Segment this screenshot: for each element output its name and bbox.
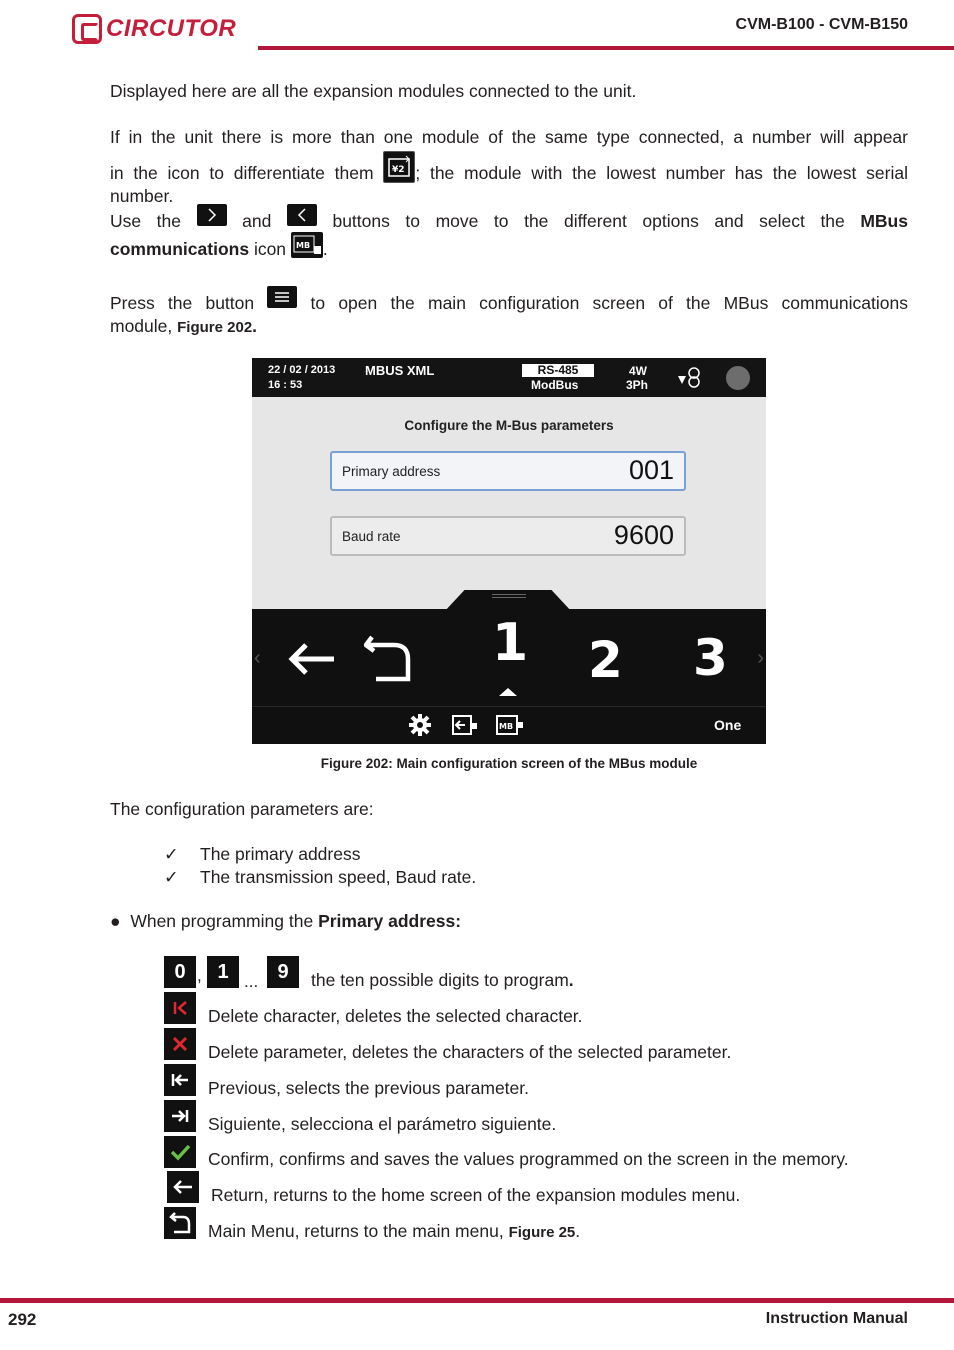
return-arrow-key-icon bbox=[167, 1171, 199, 1203]
intro-paragraph: Displayed here are all the expansion modules connected to the unit. bbox=[110, 81, 637, 101]
check-item-2: ✓ The transmission speed, Baud rate. bbox=[164, 867, 477, 887]
footer-rule bbox=[0, 1298, 954, 1303]
page-number: 292 bbox=[8, 1310, 37, 1329]
paragraph-2-line-1: If in the unit there is more than one module of the same type connected, a number will appear bbox=[110, 127, 908, 147]
paragraph-2-line-2: in the icon to differentiate them ¥2 ; the module with the lowest number has the lowest serial bbox=[110, 162, 908, 185]
baud-rate-value: 9600 bbox=[613, 520, 674, 550]
next-parameter-text: Siguiente, selecciona el parámetro siguiente. bbox=[208, 1114, 557, 1134]
primary-address-value: 001 bbox=[628, 455, 674, 485]
paragraph-3-line-1: Use the and buttons to move to the different options and select the MBus bbox=[110, 210, 908, 233]
next-button-icon bbox=[197, 204, 227, 226]
figure-caption: Figure 202: Main configuration screen of the MBus module bbox=[320, 756, 698, 771]
status-indicator bbox=[726, 366, 750, 390]
screen-date: 22 / 02 / 2013 bbox=[268, 364, 336, 376]
svg-text:¥2: ¥2 bbox=[392, 165, 405, 176]
screen-status-bar bbox=[252, 358, 766, 397]
up-caret-icon[interactable] bbox=[499, 688, 517, 696]
mbus-communications-icon bbox=[291, 232, 323, 258]
screen-phase: 3Ph bbox=[626, 378, 649, 392]
baud-rate-field[interactable] bbox=[330, 516, 686, 556]
next-parameter-icon bbox=[164, 1100, 196, 1132]
expansion-module-icon[interactable] bbox=[451, 713, 479, 742]
paragraph-3-line-2: communications icon MB . bbox=[110, 238, 908, 261]
previous-button-icon bbox=[287, 204, 317, 226]
screen-wire: 4W bbox=[629, 364, 647, 378]
rs485-badge: RS-485 bbox=[522, 364, 594, 377]
brand-name: CIRCUTOR bbox=[106, 15, 237, 42]
return-arrow-icon[interactable] bbox=[286, 637, 338, 686]
svg-text:MB: MB bbox=[499, 722, 514, 731]
baud-rate-label: Baud rate bbox=[342, 529, 401, 544]
mbus-module-icon[interactable] bbox=[495, 713, 525, 742]
language-label[interactable]: One bbox=[714, 717, 742, 733]
figure-reference: Figure 202 bbox=[177, 319, 253, 336]
model-title: CVM-B100 - CVM-B150 bbox=[735, 16, 908, 33]
digit-key-0: 0 bbox=[164, 956, 196, 988]
key-3[interactable]: 3 bbox=[693, 629, 728, 687]
screen-protocol: ModBus bbox=[531, 378, 579, 392]
delete-parameter-text: Delete parameter, deletes the characters of the selected parameter. bbox=[208, 1042, 732, 1062]
bullet-icon: ● bbox=[110, 911, 121, 931]
checkmark-icon: ✓ bbox=[164, 867, 179, 887]
main-menu-text: Main Menu, returns to the main menu, Figure 25. bbox=[208, 1221, 581, 1241]
key-1[interactable]: 1 bbox=[492, 613, 529, 673]
main-menu-key-icon bbox=[164, 1207, 196, 1239]
brand-logo bbox=[72, 12, 236, 46]
delete-parameter-icon bbox=[164, 1028, 196, 1060]
paragraph-2-line-3: number. bbox=[110, 186, 174, 206]
config-parameters-intro: The configuration parameters are: bbox=[110, 799, 374, 819]
checkmark-icon: ✓ bbox=[164, 844, 179, 864]
main-menu-icon[interactable] bbox=[364, 633, 414, 690]
config-title: Configure the M-Bus parameters bbox=[404, 418, 614, 433]
screen-time: 16 : 53 bbox=[268, 379, 303, 391]
primary-address-label: Primary address bbox=[342, 464, 441, 479]
settings-gear-icon[interactable] bbox=[408, 713, 432, 742]
tab-grip bbox=[492, 594, 526, 595]
numbered-module-icon bbox=[383, 151, 415, 183]
key-2[interactable]: 2 bbox=[588, 631, 623, 689]
header-rule bbox=[258, 46, 954, 50]
figure-25-reference: Figure 25 bbox=[508, 1224, 576, 1241]
left-chevron-icon[interactable]: ‹ bbox=[254, 647, 261, 669]
confirm-text: Confirm, confirms and saves the values programmed on the screen in the memory. bbox=[208, 1149, 849, 1169]
delete-character-icon bbox=[164, 992, 196, 1024]
primary-address-bullet: ● When programming the Primary address: bbox=[110, 911, 462, 931]
transformer-icon bbox=[676, 364, 706, 397]
svg-text:MB: MB bbox=[295, 241, 310, 251]
paragraph-4-line-1: Press the button to open the main configuration screen of the MBus communications bbox=[110, 292, 908, 315]
digit-key-1: 1 bbox=[207, 956, 239, 988]
right-chevron-icon[interactable]: › bbox=[757, 647, 764, 669]
paragraph-4-line-2: module, Figure 202. bbox=[110, 316, 258, 336]
delete-character-text: Delete character, deletes the selected character. bbox=[208, 1006, 583, 1026]
previous-parameter-icon bbox=[164, 1064, 196, 1096]
footer-title: Instruction Manual bbox=[765, 1310, 908, 1327]
screen-keyboard bbox=[252, 609, 766, 744]
digits-ellipsis: ... bbox=[244, 972, 259, 991]
primary-address-field[interactable] bbox=[330, 451, 686, 491]
menu-button-icon bbox=[267, 286, 297, 308]
return-text: Return, returns to the home screen of the expansion modules menu. bbox=[211, 1185, 741, 1205]
device-screen-figure bbox=[252, 358, 766, 744]
circutor-logo-icon bbox=[72, 14, 102, 44]
digit-key-9: 9 bbox=[267, 956, 299, 988]
digits-description: the ten possible digits to program. bbox=[311, 970, 574, 990]
confirm-check-icon bbox=[164, 1136, 196, 1168]
check-item-1: ✓ The primary address bbox=[164, 844, 361, 864]
previous-parameter-text: Previous, selects the previous parameter. bbox=[208, 1078, 529, 1098]
screen-mode: MBUS XML bbox=[365, 363, 435, 378]
